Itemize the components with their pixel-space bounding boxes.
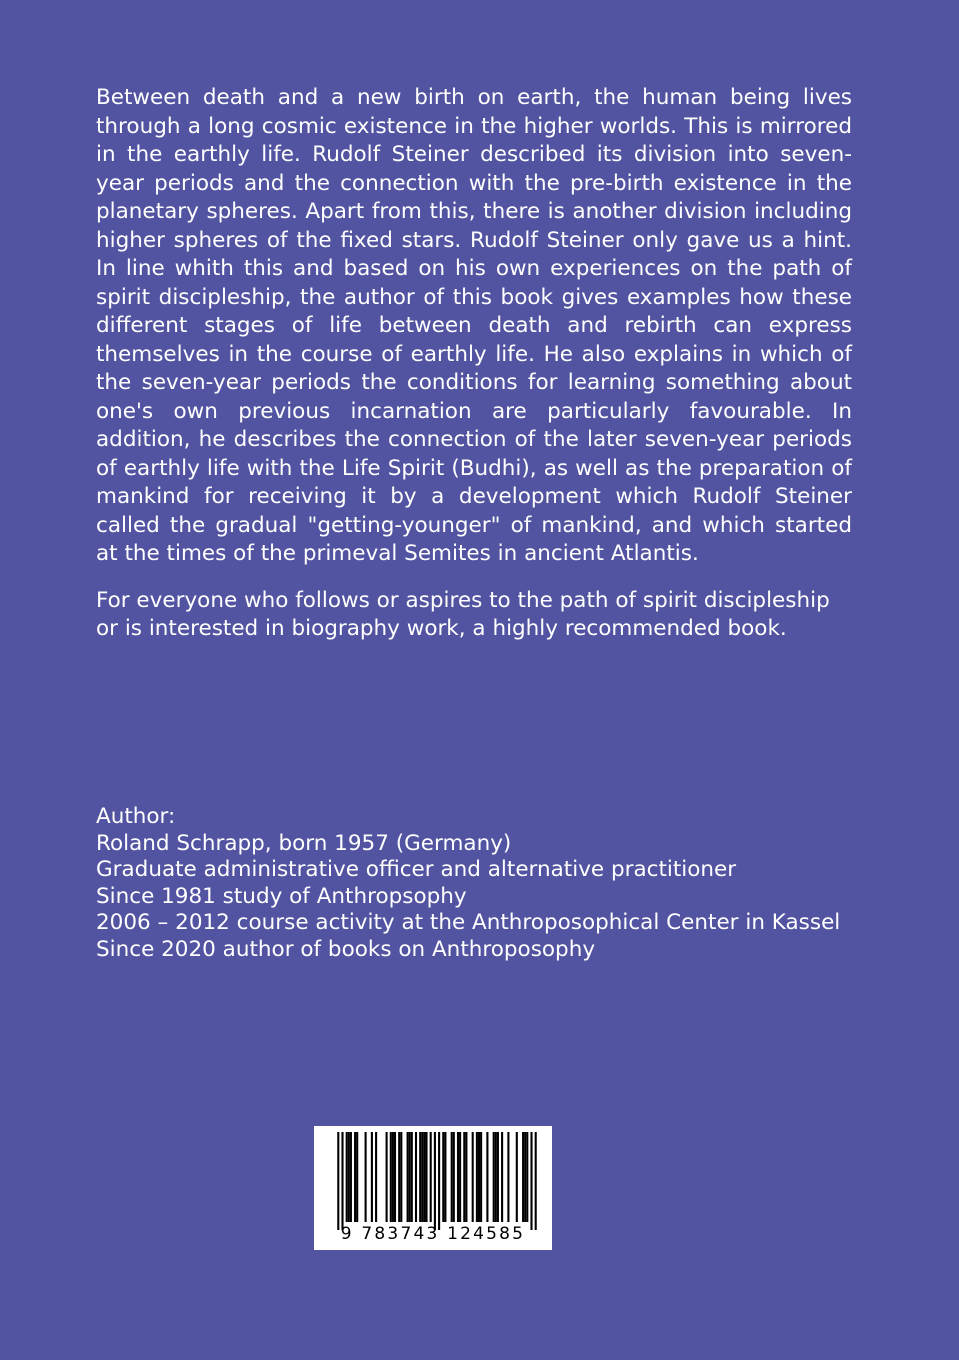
barcode-bar	[522, 1132, 524, 1222]
barcode-bar	[392, 1132, 394, 1222]
barcode-bar	[486, 1132, 488, 1222]
barcode-bar	[354, 1132, 356, 1222]
barcode-bar	[425, 1132, 427, 1222]
barcode-bar	[430, 1132, 432, 1222]
barcode-bar	[356, 1132, 358, 1222]
author-info	[96, 804, 896, 963]
barcode-bar	[415, 1132, 417, 1222]
barcode-bar	[480, 1132, 482, 1222]
barcode-bar	[478, 1132, 480, 1222]
barcode-bar	[476, 1132, 478, 1222]
barcode-bar	[516, 1132, 518, 1222]
barcode-bar	[375, 1132, 377, 1222]
book-description	[96, 84, 852, 644]
barcode-bar	[419, 1132, 421, 1222]
barcode-bar	[495, 1132, 497, 1222]
author-line: Roland Schrapp, born 1957 (Germany)	[96, 830, 512, 856]
barcode-bar	[472, 1132, 474, 1222]
barcode-bar	[348, 1132, 350, 1222]
barcode-digits: 9 783743 124585	[340, 1224, 526, 1244]
barcode-bar	[400, 1132, 402, 1222]
barcode-bar	[453, 1132, 455, 1222]
barcode-bar	[442, 1132, 444, 1222]
barcode-bar	[444, 1132, 446, 1222]
barcode-bar	[459, 1132, 461, 1222]
barcode-bar	[390, 1132, 392, 1222]
barcode-bar	[350, 1132, 352, 1222]
barcode-bar	[398, 1132, 400, 1222]
barcode-bar	[421, 1132, 423, 1222]
author-line: Since 2020 author of books on Anthroposophy	[96, 936, 596, 962]
barcode-bar	[394, 1132, 396, 1222]
barcode-bar	[507, 1132, 509, 1222]
barcode-bar	[535, 1132, 537, 1230]
author-line: 2006 – 2012 course activity at the Anthroposophical Center in Kassel	[96, 910, 841, 935]
recommendation-paragraph: For everyone who follows or aspires to the path of spirit discipleship or is interested in biography work, a highly recommended book.	[96, 587, 830, 641]
barcode-bar	[463, 1132, 465, 1222]
author-line: Graduate administrative officer and alternative practitioner	[96, 857, 737, 882]
barcode-bar	[386, 1132, 388, 1222]
barcode-bar	[346, 1132, 348, 1222]
barcode-bar	[524, 1132, 526, 1222]
barcode-bar	[365, 1132, 367, 1222]
isbn-barcode	[314, 1126, 552, 1250]
barcode-bar	[371, 1132, 373, 1222]
barcode-bar	[423, 1132, 425, 1222]
description-paragraph: Between death and a new birth on earth, the human being lives through a long cosmic existence in the higher worlds. This is mirrored in the earthly life. Rudolf Steiner described its division into seven-year periods and the connection with the pre-birth existence in the planetary spheres. Apart from this, there is another division including higher spheres of the fixed stars. Rudolf Steiner only gave us a hint. In line whith this and based on his own experiences on the path of spirit discipleship, the author of this book gives examples how these different stages of life between death and rebirth can express themselves in the course of earthly life. He also explains in which of the seven-year periods the conditions for learning something about one's own previous incarnation are particularly favourable. In addition, he describes the connection of the later seven-year periods of earthly life with the Life Spirit (Budhi), as well as the preparation of mankind for receiving it by a development which Rudolf Steiner called the gradual "getting-younger" of mankind, and which started at the times of the primeval Semites in ancient Atlantis.	[96, 85, 852, 566]
barcode-bar	[465, 1132, 467, 1222]
barcode-bar	[493, 1132, 495, 1222]
barcode-bar	[434, 1132, 436, 1230]
barcode-bar	[341, 1132, 343, 1230]
barcode-bar	[451, 1132, 453, 1222]
barcode-bar	[407, 1132, 409, 1222]
barcode-bar	[530, 1132, 532, 1230]
barcode-bar	[501, 1132, 503, 1222]
barcode-bar	[438, 1132, 440, 1230]
barcode-bar	[337, 1132, 339, 1230]
barcode-bar	[457, 1132, 459, 1222]
author-heading: Author:	[96, 804, 176, 829]
barcode-bar	[526, 1132, 528, 1222]
barcode-bar	[497, 1132, 499, 1222]
barcode-bar	[411, 1132, 413, 1222]
barcode-bar	[409, 1132, 411, 1222]
author-line: Since 1981 study of Anthropsophy	[96, 883, 467, 909]
